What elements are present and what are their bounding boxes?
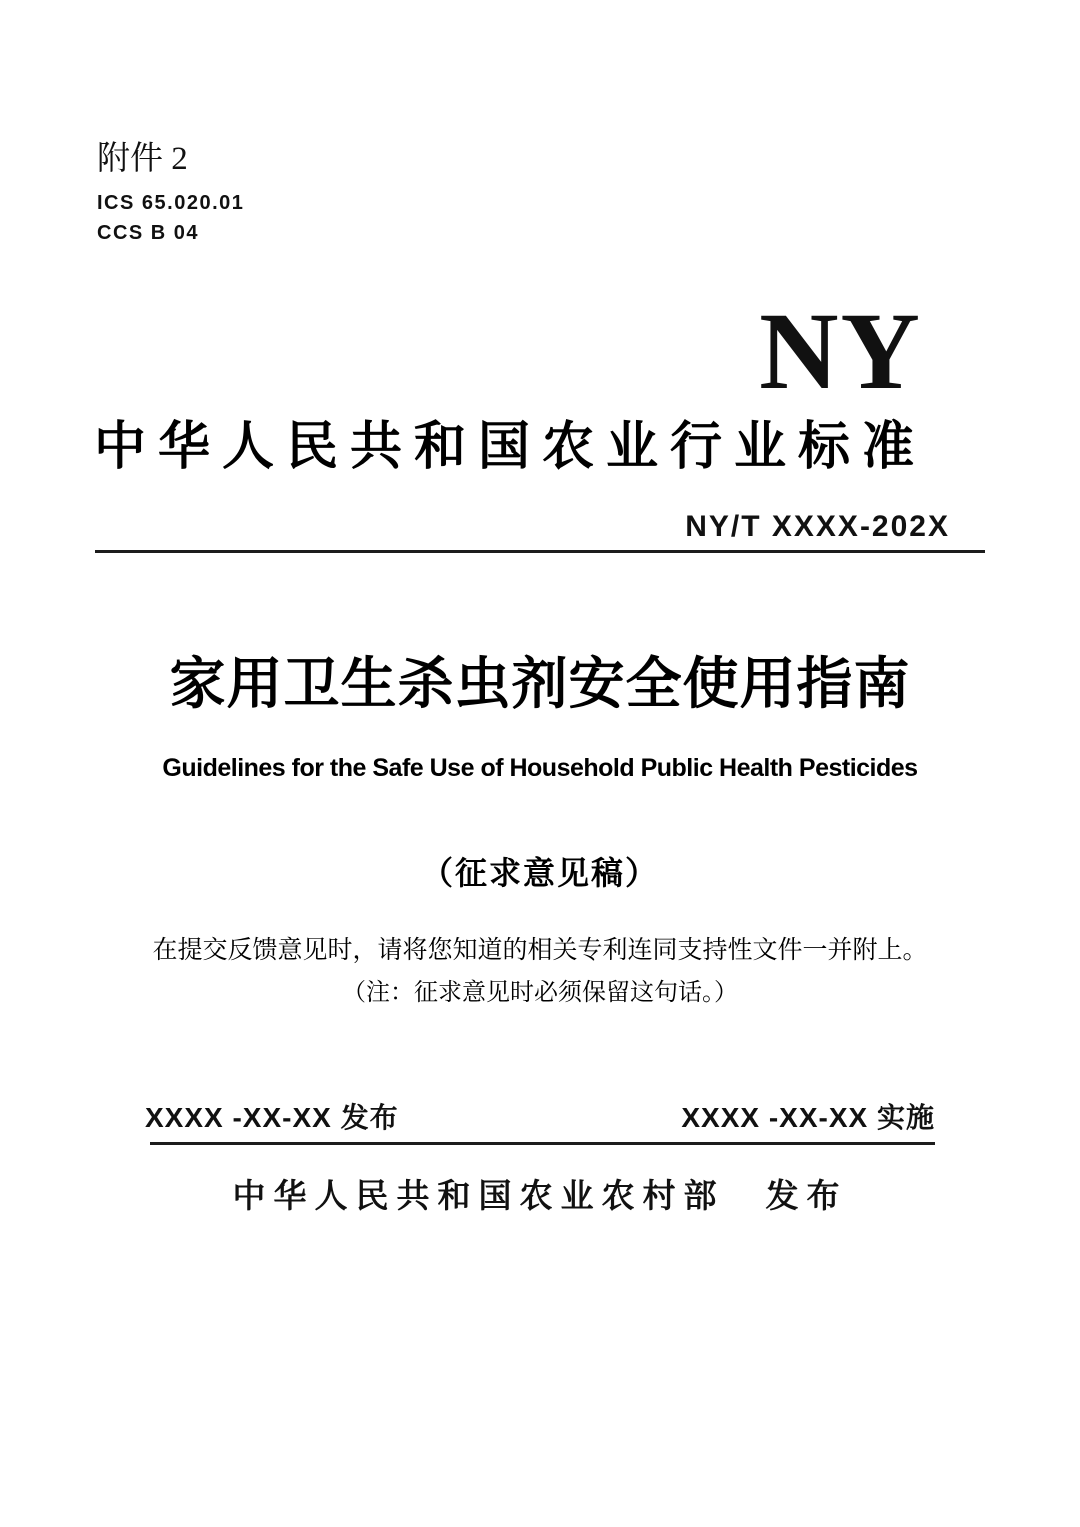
ics-code: ICS 65.020.01 bbox=[97, 192, 245, 214]
attachment-label: 附件 2 bbox=[97, 141, 188, 177]
release-date: XXXX -XX-XX 发布 bbox=[145, 1102, 399, 1133]
ccs-code: CCS B 04 bbox=[97, 222, 200, 244]
patent-notice-line1: 在提交反馈意见时，请将您知道的相关专利连同支持性文件一并附上。 bbox=[152, 937, 928, 964]
standard-number: NY/T XXXX-202X bbox=[685, 510, 950, 543]
implementation-date: XXXX -XX-XX 实施 bbox=[681, 1102, 935, 1133]
patent-notice-line2: （注：征求意见时必须保留这句话。） bbox=[342, 980, 738, 1006]
header-divider-rule bbox=[95, 550, 985, 553]
footer-divider-rule bbox=[150, 1142, 935, 1145]
document-title-english: Guidelines for the Safe Use of Household Public Health Pesticides bbox=[162, 754, 918, 782]
draft-status-note: （征求意见稿） bbox=[420, 855, 659, 891]
standard-category-title: 中华人民共和国农业行业标准 bbox=[93, 418, 926, 476]
issuing-authority: 中华人民共和国农业农村部 发布 bbox=[232, 1177, 848, 1214]
ny-standard-logo: NY bbox=[759, 290, 922, 412]
document-title-chinese: 家用卫生杀虫剂安全使用指南 bbox=[169, 652, 911, 715]
